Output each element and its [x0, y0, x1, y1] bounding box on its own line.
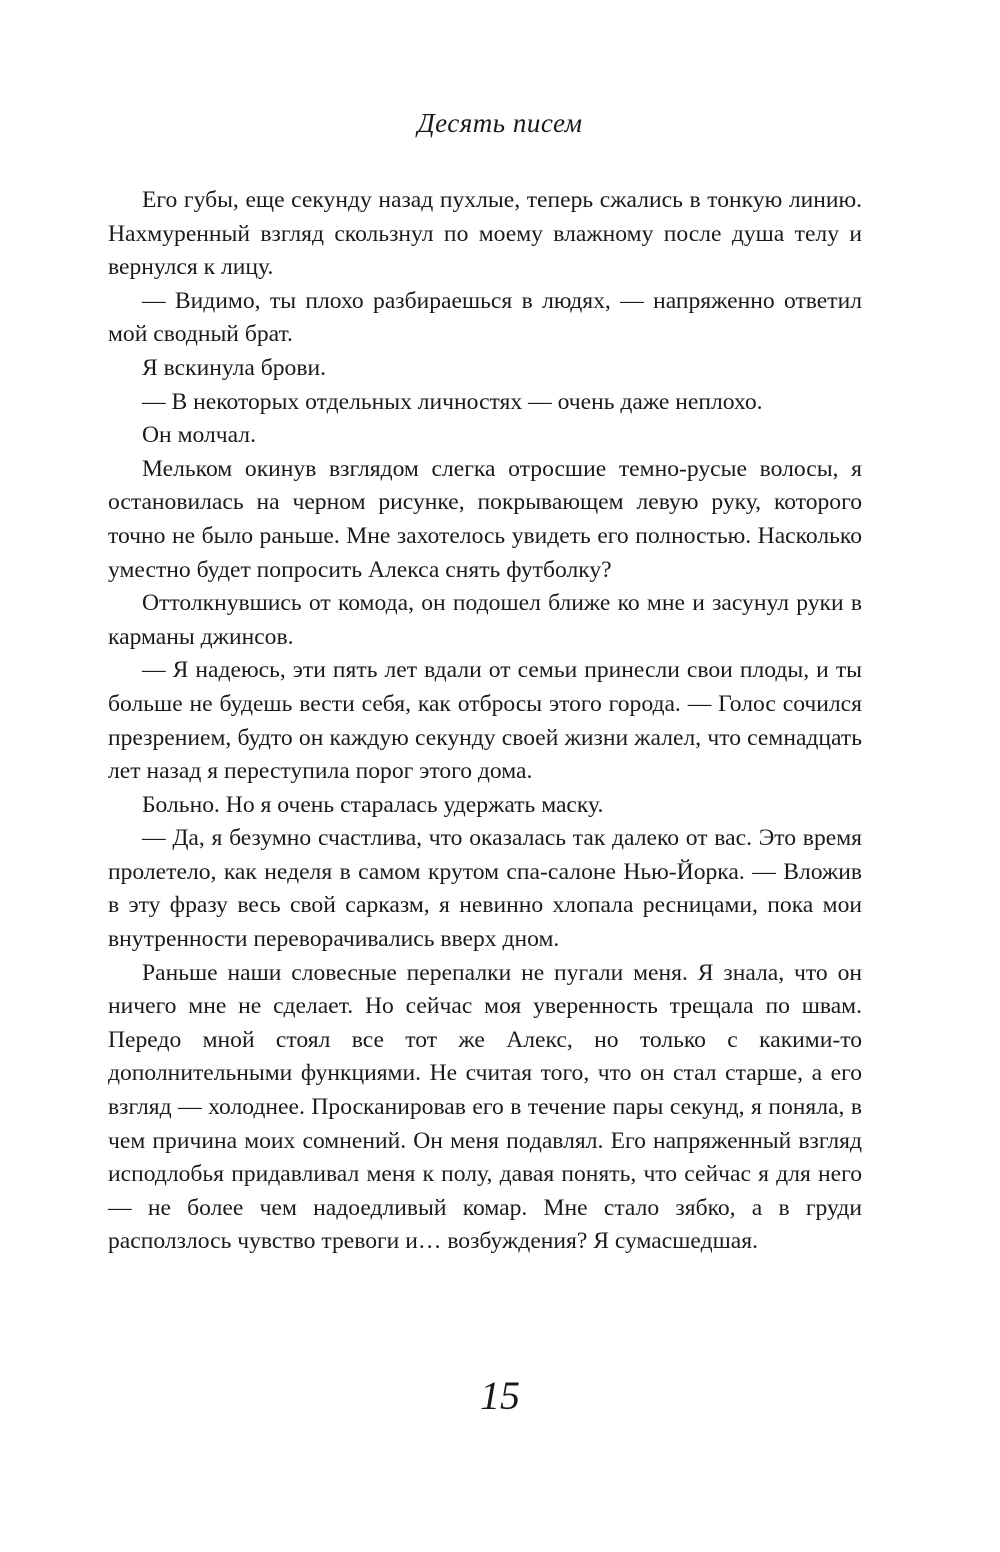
paragraph: Мельком окинув взглядом слегка отросшие темно-русые волосы, я остановилась на черном рисунке, покрывающем левую руку, которого точно не было раньше. Мне захотелось увидеть его полностью. Насколько уместно будет попросить Алекса снять футболку?: [108, 455, 862, 583]
paragraph: Его губы, еще секунду назад пухлые, теперь сжались в тонкую линию. Нахмуренный взгляд скользнул по моему влажному после душа телу и вернулся к лицу.: [108, 187, 862, 281]
paragraph: — Видимо, ты плохо разбираешься в людях, — напряженно ответил мой сводный брат.: [108, 287, 862, 348]
paragraph: Раньше наши словесные перепалки не пугали меня. Я знала, что он ничего мне не сделает. Но сейчас моя уверенность трещала по швам. Передо мной стоял все тот же Алекс, но только с какими-то дополнительными функциями. Не считая того, что он стал старше, а его взгляд — холоднее. Просканировав его в течение пары секунд, я поняла, в чем причина моих сомнений. Он меня подавлял. Его напряженный взгляд исподлобья придавливал меня к полу, давая понять, что сейчас я для него — не более чем надоедливый комар. Мне стало зябко, а в груди расползлось чувство тревоги и… возбуждения? Я сумасшедшая.: [108, 959, 862, 1255]
paragraph: — Да, я безумно счастлива, что оказалась так далеко от вас. Это время пролетело, как неделя в самом крутом спа-салоне Нью-Йорка. — Вложив в эту фразу весь свой сарказм, я невинно хлопала ресницами, пока мои внутренности переворачивались вверх дном.: [108, 825, 862, 953]
paragraph: Я вскинула брови.: [142, 354, 326, 381]
running-head: Десять писем: [417, 108, 583, 138]
paragraph: Оттолкнувшись от комода, он подошел ближе ко мне и засунул руки в карманы джинсов.: [108, 590, 862, 650]
page-number: 15: [480, 1373, 520, 1418]
paragraph: Больно. Но я очень старалась удержать маску.: [142, 791, 604, 818]
paragraph: — В некоторых отдельных личностях — очень даже неплохо.: [142, 388, 763, 415]
body-text: [108, 184, 862, 1259]
paragraph: Он молчал.: [142, 422, 256, 449]
paragraph: — Я надеюсь, эти пять лет вдали от семьи принесли свои плоды, и ты больше не будешь вести себя, как отбросы этого города. — Голос сочился презрением, будто он каждую секунду своей жизни жалел, что семнадцать лет назад я переступила порог этого дома.: [108, 657, 862, 785]
